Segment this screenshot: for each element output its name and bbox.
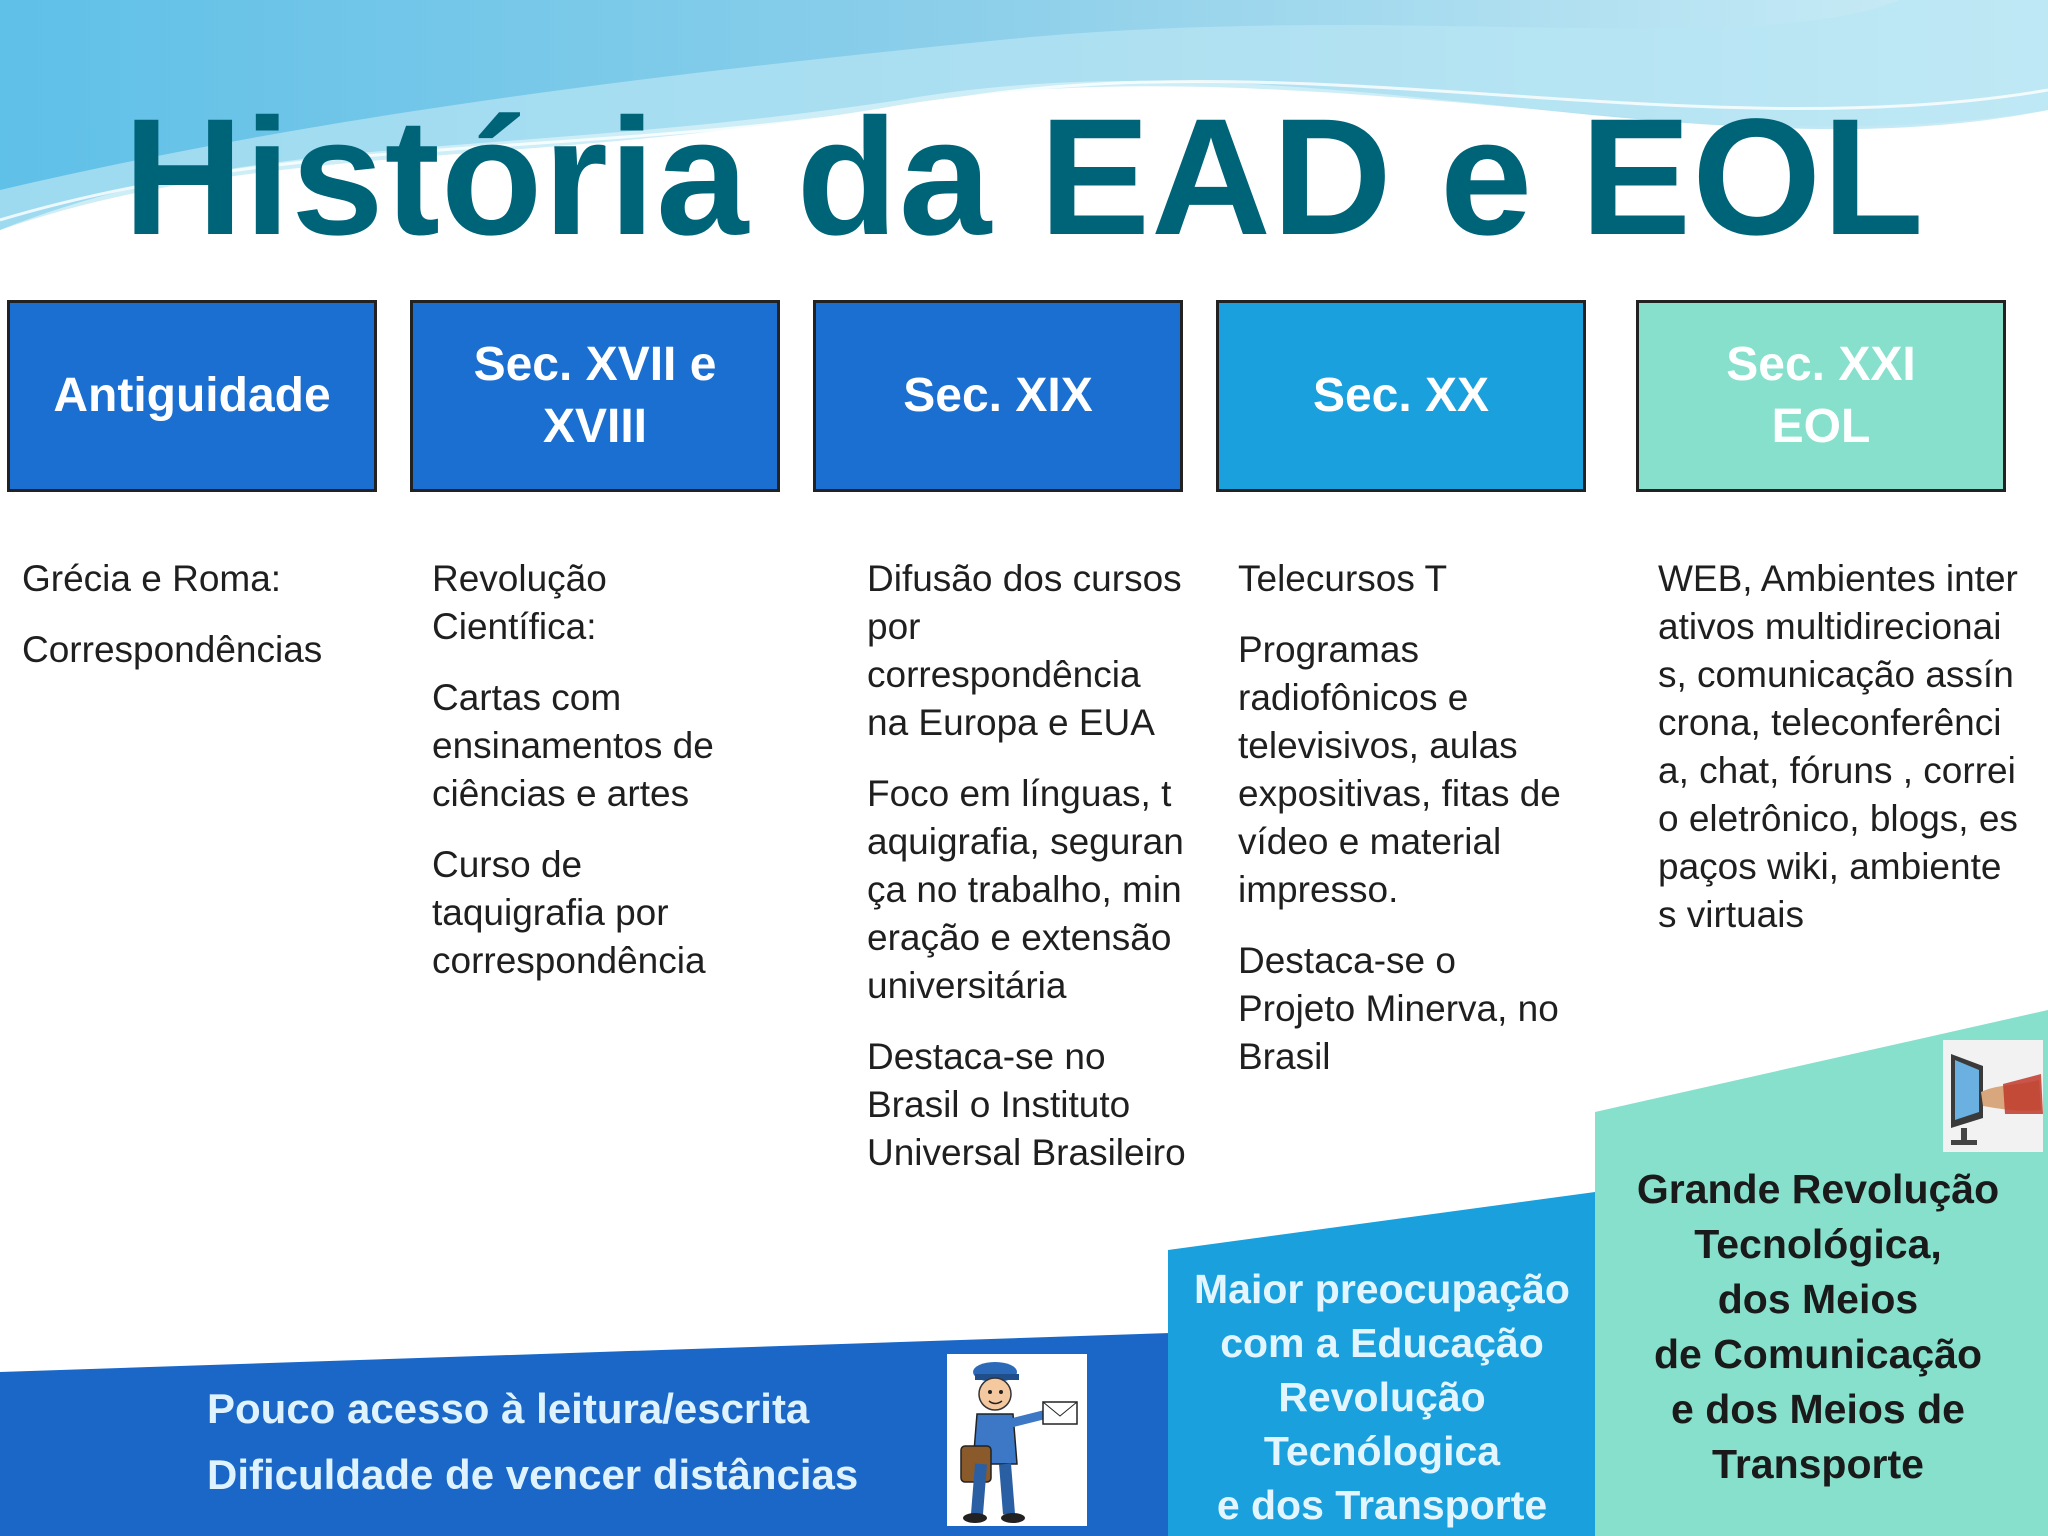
page-title: História da EAD e EOL bbox=[123, 85, 1925, 270]
sec-xix-description bbox=[867, 555, 1187, 1200]
band-line: Revolução bbox=[1278, 1374, 1486, 1420]
computer-hand-icon bbox=[1943, 1040, 2043, 1152]
sec-xvii-xviii-description bbox=[432, 555, 762, 1008]
antiguidade-description bbox=[22, 555, 382, 697]
description-line: Revolução Científica: bbox=[432, 558, 607, 647]
band-line: Transporte bbox=[1712, 1441, 1924, 1487]
band-teal-text bbox=[1598, 1162, 2038, 1492]
band-mid-blue-text bbox=[1172, 1262, 1592, 1532]
description-line: Grécia e Roma: bbox=[22, 558, 282, 599]
sec-xx-description bbox=[1238, 555, 1583, 1104]
band-line: Maior preocupação bbox=[1194, 1266, 1570, 1312]
description-line: Destaca-se o Projeto Minerva, no Brasil bbox=[1238, 940, 1559, 1077]
band-line: dos Meios bbox=[1717, 1276, 1919, 1322]
postman-illustration bbox=[947, 1354, 1087, 1526]
band-line: Dificuldade de vencer distâncias bbox=[207, 1451, 859, 1498]
description-line: Cartas com ensinamentos de ciências e artes bbox=[432, 677, 714, 814]
description-line: Destaca-se no Brasil o Instituto Universal Brasileiro bbox=[867, 1036, 1186, 1173]
band-line: Tecnólogica bbox=[1263, 1428, 1501, 1474]
band-dark-blue-text bbox=[207, 1376, 858, 1508]
band-line: de Comunicação bbox=[1653, 1331, 1983, 1377]
band-line: e dos Meios de bbox=[1671, 1386, 1965, 1432]
band-line: Pouco acesso à leitura/escrita bbox=[207, 1385, 810, 1432]
description-line: Difusão dos cursos por correspondência na Europa e EUA bbox=[867, 558, 1182, 743]
band-line: e dos Transporte bbox=[1216, 1482, 1548, 1528]
period-box-sec-xxi: Sec. XXI EOL bbox=[1636, 300, 2006, 492]
description-line: Telecursos T bbox=[1238, 558, 1448, 599]
description-line: WEB, Ambientes interativos multidirecionais, comunicação assíncrona, teleconferência, chat, fóruns , correio eletrônico, blogs, espaços wiki, ambientes virtuais bbox=[1658, 558, 2018, 935]
sec-xxi-description bbox=[1658, 555, 2018, 962]
description-line: Curso de taquigrafia por correspondência bbox=[432, 844, 706, 981]
period-box-sec-xix: Sec. XIX bbox=[813, 300, 1183, 492]
period-box-sec-xx: Sec. XX bbox=[1216, 300, 1586, 492]
description-line: Correspondências bbox=[22, 629, 323, 670]
period-box-sec-xvii-xviii: Sec. XVII e XVIII bbox=[410, 300, 780, 492]
description-line: Foco em línguas, taquigrafia, segurança no trabalho, mineração e extensão universitária bbox=[867, 773, 1184, 1006]
band-line: Grande Revolução bbox=[1636, 1166, 2000, 1212]
period-box-antiguidade: Antiguidade bbox=[7, 300, 377, 492]
band-line: com a Educação bbox=[1220, 1320, 1544, 1366]
description-line: Programas radiofônicos e televisivos, aulas expositivas, fitas de vídeo e material impresso. bbox=[1238, 629, 1561, 910]
band-line: Tecnológica, bbox=[1694, 1221, 1942, 1267]
